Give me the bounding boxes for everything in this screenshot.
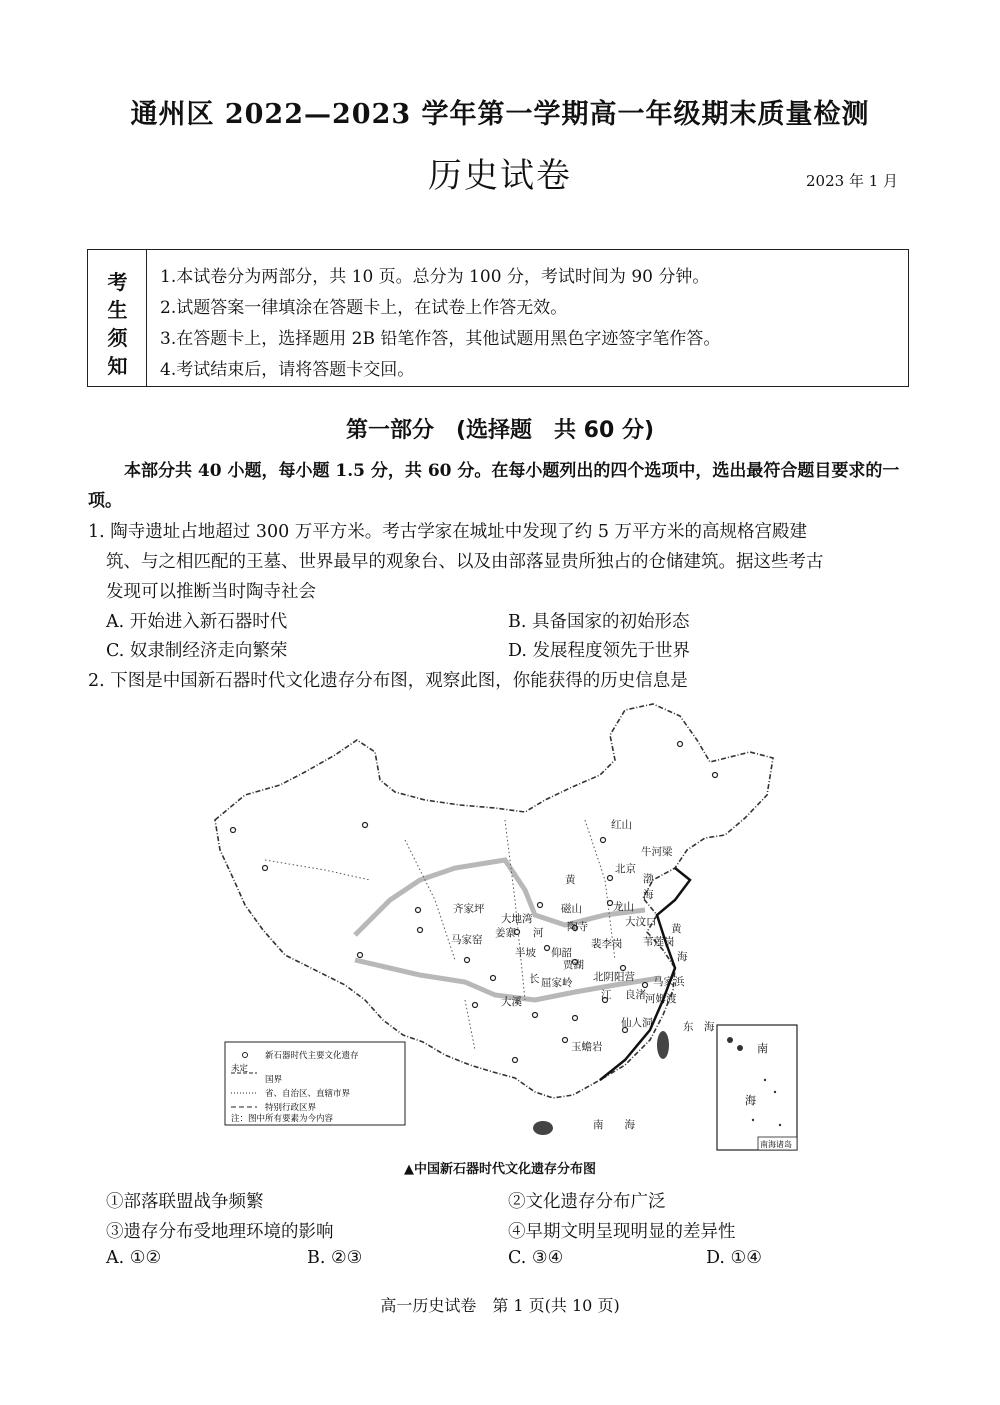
site-label: 良渚 (625, 989, 646, 1001)
south-sea-inset (717, 1025, 797, 1150)
site-label: 大溪 (501, 996, 522, 1008)
legend-item: 省、自治区、直辖市界 (265, 1089, 351, 1099)
site-label: 大地湾 (501, 913, 533, 925)
site-label: 长 (529, 973, 540, 985)
notice-item: 1.本试卷分为两部分，共 10 页。总分为 100 分，考试时间为 90 分钟。 (160, 267, 710, 287)
map-legend (225, 1042, 405, 1125)
notice-item: 4.考试结束后，请将答题卡交回。 (160, 360, 415, 380)
sea-label: 海 (643, 889, 654, 901)
site-label: 姜寨 (495, 927, 516, 939)
site-label: 玉蟾岩 (571, 1041, 603, 1053)
site-label: 马家窑 (451, 934, 483, 946)
sea-label: 黄 (671, 923, 682, 935)
inset-label: 南海诸岛 (760, 1140, 792, 1149)
legend-item: 新石器时代主要文化遗存 (265, 1051, 359, 1061)
legend-item: 注：图中所有要素为今内容 (231, 1114, 334, 1124)
question-2-statement: ④早期文明呈现明显的差异性 (508, 1222, 736, 1242)
site-label: 仙人洞 (621, 1017, 653, 1029)
site-label: 北阴阳营 (593, 971, 635, 983)
site-label: 陶寺 (567, 921, 588, 933)
legend-item: 未定 (231, 1064, 249, 1074)
map-caption: ▲中国新石器时代文化遗存分布图 (404, 1162, 596, 1177)
question-2-option-c[interactable]: C. ③④ (508, 1248, 564, 1268)
notice-label-cell (88, 250, 147, 386)
sea-label: 渤 (643, 873, 654, 885)
question-2-stem: 2. 下图是中国新石器时代文化遗存分布图，观察此图，你能获得的历史信息是 (88, 671, 688, 691)
notice-label-char: 生 (107, 298, 128, 322)
notice-item: 2.试题答案一律填涂在答题卡上，在试卷上作答无效。 (160, 298, 568, 318)
site-label: 龙山 (613, 901, 634, 913)
question-2-option-b[interactable]: B. ②③ (307, 1248, 363, 1268)
question-1-line: 发现可以推断当时陶寺社会 (106, 582, 316, 602)
question-2-option-d[interactable]: D. ①④ (706, 1248, 762, 1268)
china-neolithic-map (205, 700, 805, 1155)
legend-item: 国界 (265, 1075, 283, 1085)
site-label: 贾湖 (563, 959, 584, 971)
sea-label: 东 海 (683, 1021, 715, 1033)
site-label: 河姆渡 (645, 993, 677, 1005)
question-2-option-a[interactable]: A. ①② (106, 1248, 162, 1268)
question-1-option-d[interactable]: D. 发展程度领先于世界 (508, 641, 691, 661)
site-label: 江 (601, 989, 612, 1001)
legend-item: 特别行政区界 (265, 1103, 317, 1113)
exam-date: 2023 年 1 月 (806, 172, 899, 190)
notice-item: 3.在答题卡上，选择题用 2B 铅笔作答，其他试题用黑色字迹签字笔作答。 (160, 329, 721, 349)
question-1-option-b[interactable]: B. 具备国家的初始形态 (508, 612, 690, 632)
hainan-island (533, 1121, 553, 1135)
site-label: 齐家坪 (453, 903, 485, 915)
sea-label: 海 (677, 951, 688, 963)
section-title: 第一部分 (选择题 共 60 分) (345, 418, 655, 443)
question-2-statement: ①部落联盟战争频繁 (106, 1192, 264, 1212)
exam-subject: 历史试卷 (428, 156, 572, 196)
china-outline (215, 704, 773, 1098)
sea-label: 南 海 (593, 1119, 635, 1131)
question-1-line: 筑、与之相匹配的王墓、世界最早的观象台、以及由部落显贵所独占的仓储建筑。据这些考古 (106, 552, 824, 572)
yellow-river (355, 860, 645, 935)
site-label: 半坡 (515, 947, 536, 959)
site-label: 黄 (565, 874, 576, 886)
question-1-line: 1. 陶寺遗址占地超过 300 万平方米。考古学家在城址中发现了约 5 万平方米的高规格宫殿建 (88, 522, 808, 542)
inset-label: 南 (757, 1042, 768, 1055)
notice-label-char: 须 (107, 326, 128, 350)
question-1-option-c[interactable]: C. 奴隶制经济走向繁荣 (106, 641, 288, 661)
site-label: 马家浜 (653, 976, 685, 988)
site-label: 红山 (611, 819, 632, 831)
notice-label-char: 考 (107, 270, 128, 294)
exam-title: 通州区 2022—2023 学年第一学期高一年级期末质量检测 (130, 99, 870, 130)
page-footer: 高一历史试卷 第 1 页(共 10 页) (380, 1296, 620, 1315)
site-label: 大汶口 (625, 916, 657, 928)
site-label: 仰韶 (551, 947, 572, 959)
site-label: 河 (533, 927, 544, 939)
notice-label-char: 知 (107, 354, 128, 378)
site-label: 苇莲岗 (643, 936, 675, 948)
question-1-option-a[interactable]: A. 开始进入新石器时代 (106, 612, 288, 632)
inset-label: 海 (745, 1094, 756, 1107)
taiwan-island (657, 1031, 669, 1059)
question-2-statement: ②文化遗存分布广泛 (508, 1192, 666, 1212)
exam-notice-box (87, 249, 909, 387)
question-2-statement: ③遗存分布受地理环境的影响 (106, 1222, 334, 1242)
section-instructions: 本部分共 40 小题，每小题 1.5 分，共 60 分。在每小题列出的四个选项中，选出最符合题目要求的一项。 (88, 461, 900, 511)
site-label: 屈家岭 (541, 977, 573, 989)
site-label: 牛河梁 (641, 846, 673, 858)
site-label: 北京 (615, 863, 636, 875)
site-label: 磁山 (561, 903, 582, 915)
site-label: 裴李岗 (591, 938, 623, 950)
